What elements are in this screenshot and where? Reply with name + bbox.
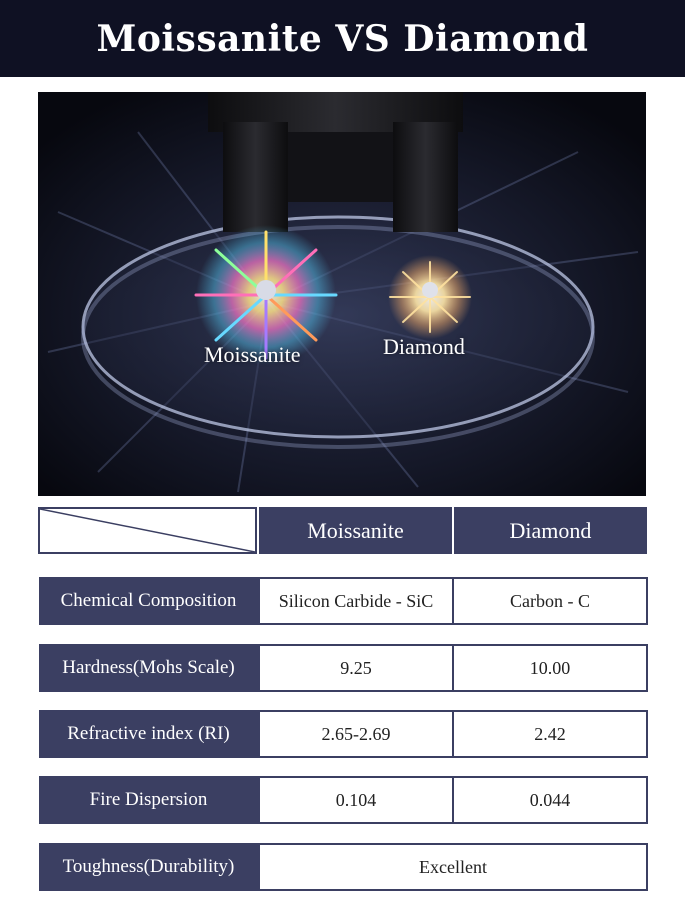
photo-illustration [38, 92, 646, 496]
row-label-chemical-composition: Chemical Composition [39, 577, 258, 625]
header-moissanite: Moissanite [259, 507, 452, 554]
row-label-hardness: Hardness(Mohs Scale) [39, 644, 258, 692]
comparison-photo [38, 92, 646, 496]
cell-moissanite-ri: 2.65-2.69 [258, 710, 454, 758]
page-title: Moissanite VS Diamond [96, 17, 589, 60]
cell-moissanite-dispersion: 0.104 [258, 776, 454, 824]
row-label-fire-dispersion: Fire Dispersion [39, 776, 258, 824]
header-diamond: Diamond [454, 507, 647, 554]
cell-toughness-both: Excellent [258, 843, 648, 891]
diagonal-line [40, 509, 255, 552]
label-diamond: Diamond [383, 334, 465, 359]
title-banner [0, 0, 685, 77]
row-label-toughness: Toughness(Durability) [39, 843, 258, 891]
cell-diamond-dispersion: 0.044 [452, 776, 648, 824]
cell-diamond-composition: Carbon - C [452, 577, 648, 625]
cell-diamond-ri: 2.42 [452, 710, 648, 758]
label-moissanite: Moissanite [204, 342, 301, 367]
row-label-refractive-index: Refractive index (RI) [39, 710, 258, 758]
cell-moissanite-composition: Silicon Carbide - SiC [258, 577, 454, 625]
cell-diamond-hardness: 10.00 [452, 644, 648, 692]
cell-moissanite-hardness: 9.25 [258, 644, 454, 692]
table-corner-cell [38, 507, 257, 554]
